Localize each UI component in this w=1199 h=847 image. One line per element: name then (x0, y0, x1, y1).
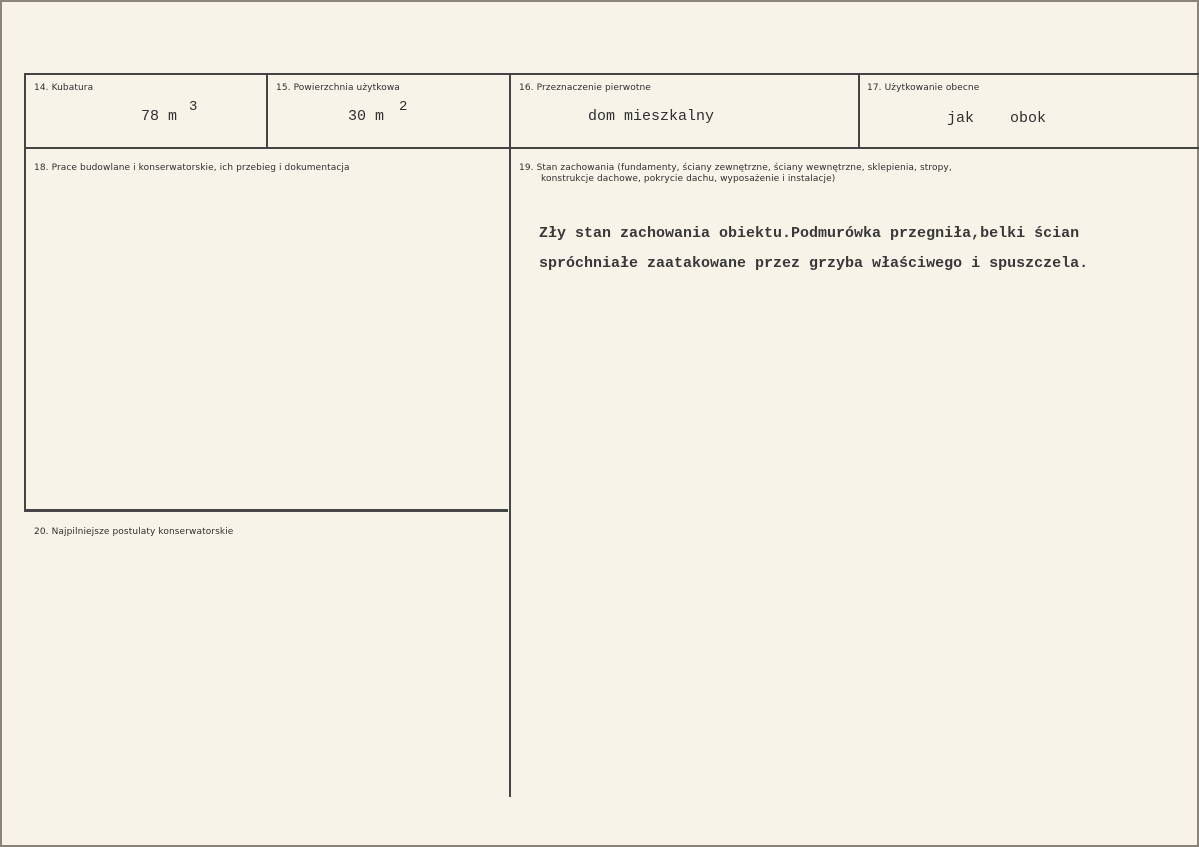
field-14-label: 14. Kubatura (34, 83, 94, 93)
top-row-lower-border (24, 147, 1199, 149)
left-border (24, 73, 26, 512)
field-14-exponent: 3 (189, 99, 198, 115)
main-column-divider (509, 73, 511, 797)
field-15-exponent: 2 (399, 99, 408, 115)
field-18-label: 18. Prace budowlane i konserwatorskie, ich przebieg i dokumentacja (34, 163, 350, 173)
field-17-label: 17. Użytkowanie obecne (867, 83, 980, 93)
field-19-text-line-2: spróchniałe zaatakowane przez grzyba właściwego i spuszczela. (539, 255, 1089, 272)
field-16-value: dom mieszkalny (588, 108, 715, 125)
field-15-value: 30 m (348, 108, 385, 125)
field-15-label: 15. Powierzchnia użytkowa (276, 83, 400, 93)
field-19-label-line-1: 19. Stan zachowania (fundamenty, ściany zewnętrzne, ściany wewnętrzne, sklepienia, stropy, (519, 163, 952, 173)
field-14-value: 78 m (141, 108, 178, 125)
divider-14-15 (266, 73, 268, 148)
field-17-value: jak obok (947, 110, 1047, 127)
field-20-label: 20. Najpilniejsze postulaty konserwatorskie (34, 527, 234, 537)
section-18-20-divider (24, 509, 508, 512)
divider-16-17 (858, 73, 860, 148)
field-19-label-line-2: konstrukcje dachowe, pokrycie dachu, wyposażenie i instalacje) (541, 174, 836, 184)
top-row-upper-border (24, 73, 1199, 75)
field-16-label: 16. Przeznaczenie pierwotne (519, 83, 651, 93)
field-19-text-line-1: Zły stan zachowania obiektu.Podmurówka przegniła,belki ścian (539, 225, 1080, 242)
